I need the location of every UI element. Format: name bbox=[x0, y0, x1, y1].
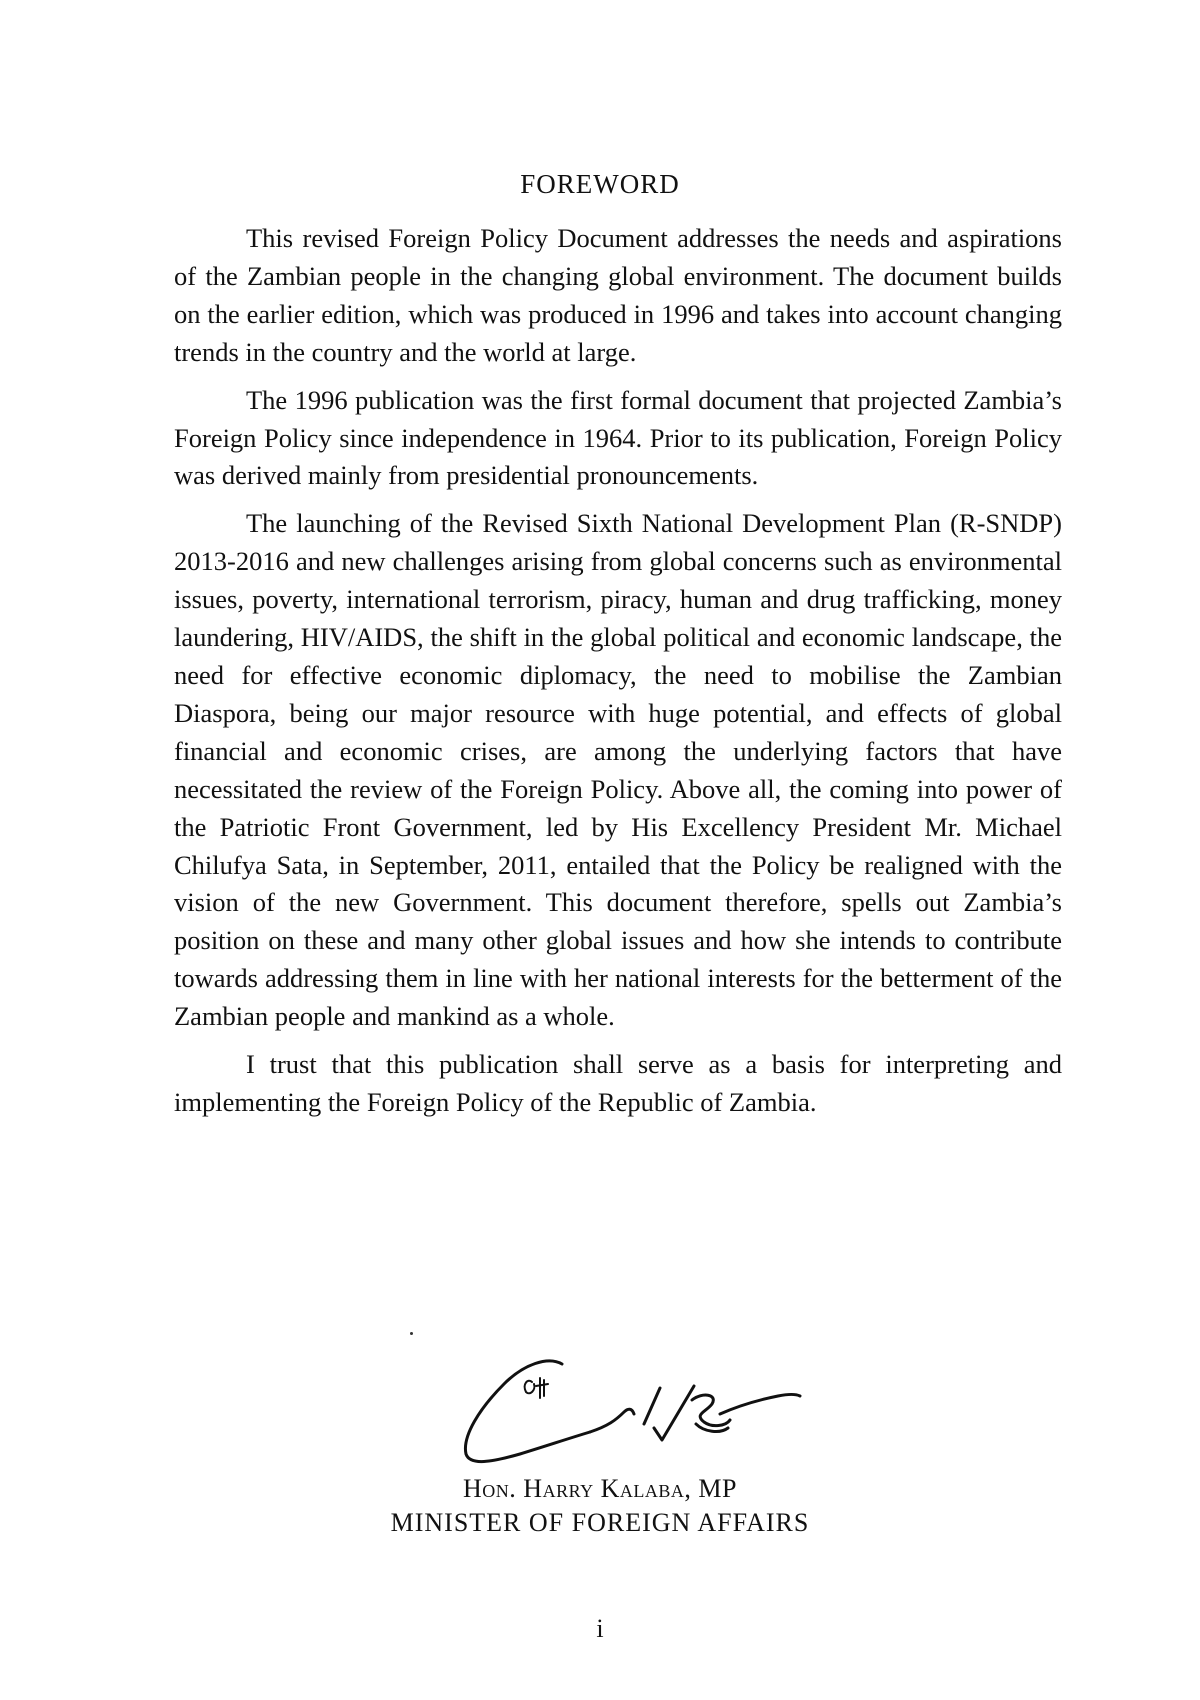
page-number: i bbox=[596, 1614, 604, 1643]
page-title: FOREWORD bbox=[520, 169, 680, 199]
paragraph-3: The launching of the Revised Sixth National Development Plan (R-SNDP) 2013-2016 and new challenges arising from global concerns such as environmental issues, poverty, international terrorism, piracy, human and drug trafficking, money laundering, HIV/AIDS, the shift in the global political and economic landscape, the need for effective economic diplomacy, the need to mobilise the Zambian Diaspora, being our major resource with huge potential, and effects of global financial and economic crises, are among the underlying factors that have necessitated the review of the Foreign Policy. Above all, the coming into power of the Patriotic Front Government, led by His Excellency President Mr. Michael Chilufya Sata, in September, 2011, entailed that the Policy be realigned with the vision of the new Government. This document therefore, spells out Zambia’s position on these and many other global issues and how she intends to contribute towards addressing them in line with her national interests for the betterment of the Zambian people and mankind as a whole. bbox=[174, 508, 1062, 1032]
handwritten-signature bbox=[458, 1342, 803, 1472]
foreword-body bbox=[174, 220, 1062, 1132]
paragraph-4: I trust that this publication shall serve as a basis for interpreting and implementing the Foreign Policy of the Republic of Zambia. bbox=[174, 1049, 1062, 1117]
paragraph-1: This revised Foreign Policy Document addresses the needs and aspirations of the Zambian people in the changing global environment. The document builds on the earlier edition, which was produced in 1996 and takes into account changing trends in the country and the world at large. bbox=[174, 223, 1062, 367]
signer-name: Hon. Harry Kalaba, MP bbox=[463, 1474, 737, 1503]
signer-role: MINISTER OF FOREIGN AFFAIRS bbox=[390, 1508, 810, 1537]
stray-mark bbox=[410, 1332, 413, 1335]
paragraph-2: The 1996 publication was the first formal document that projected Zambia’s Foreign Policy since independence in 1964. Prior to its publication, Foreign Policy was derived mainly from presidential pronouncements. bbox=[174, 384, 1062, 491]
